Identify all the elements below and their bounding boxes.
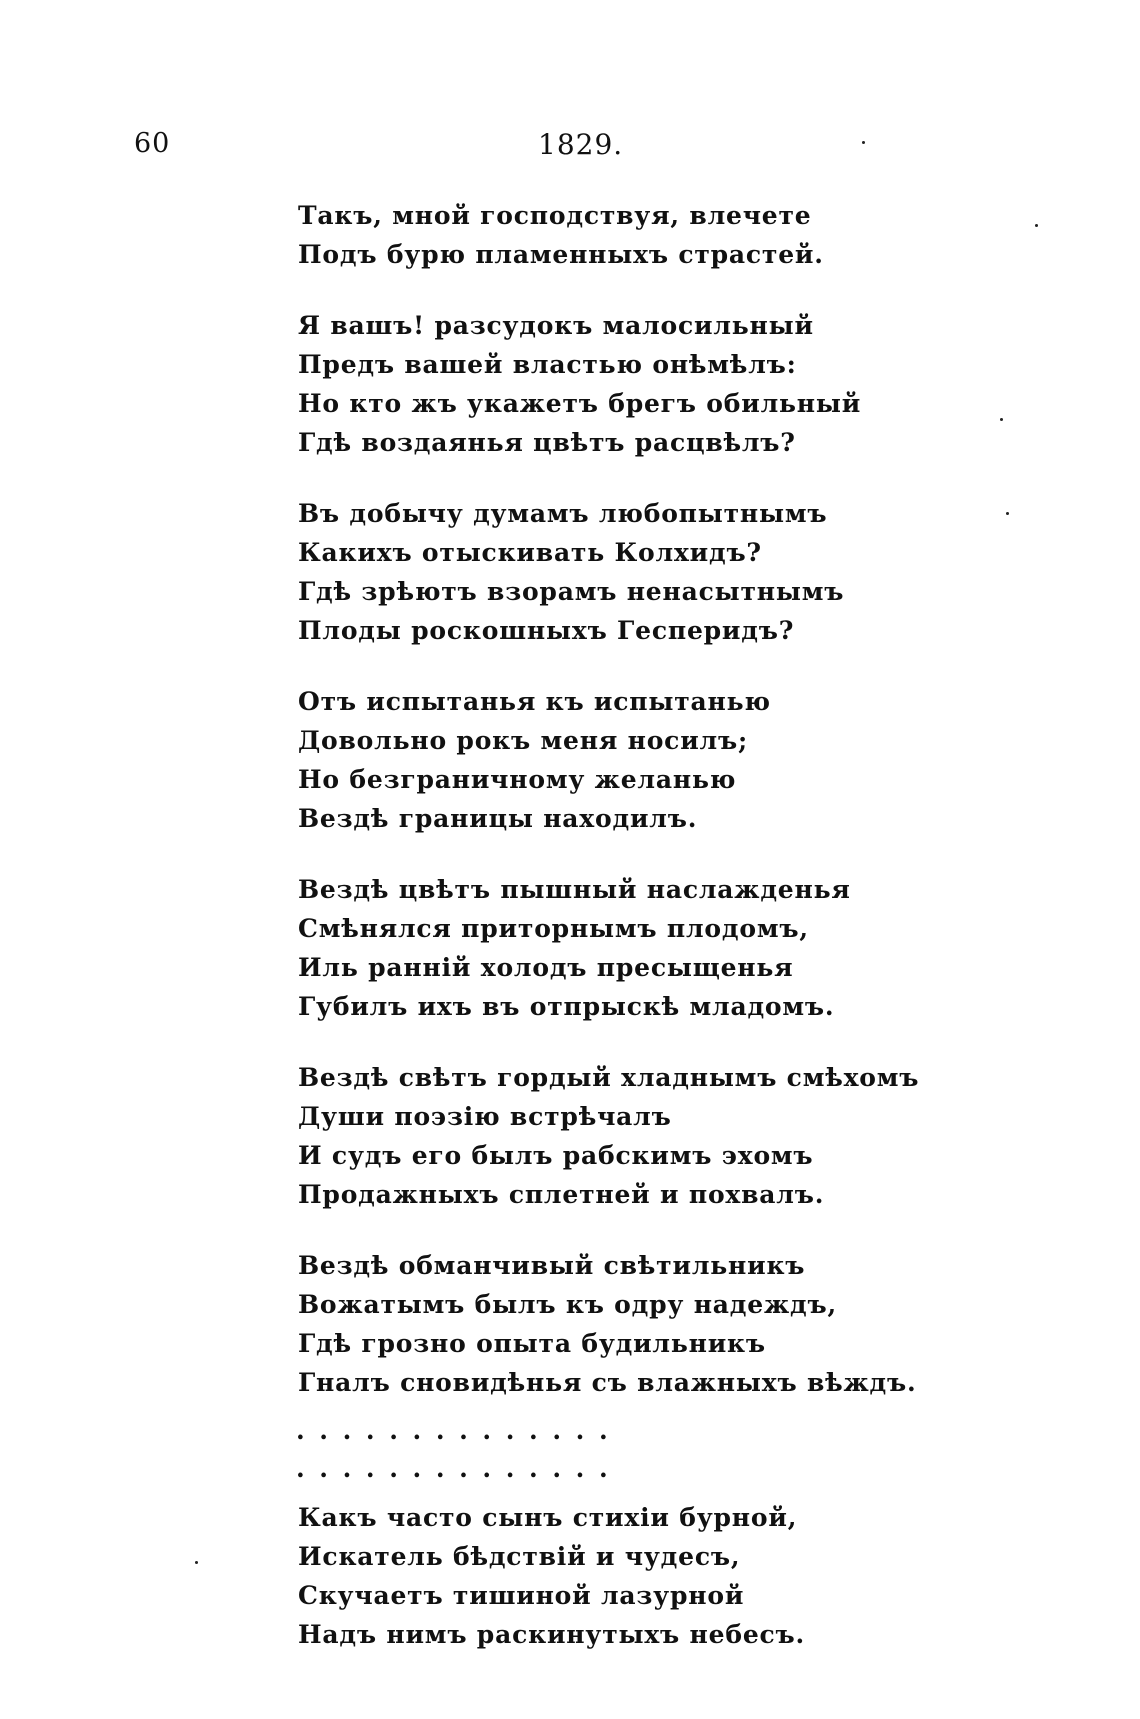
stanza-7: [298, 1246, 1058, 1402]
page-number: 60: [134, 128, 171, 159]
scan-speck: [1035, 224, 1038, 227]
poem-body: [298, 196, 1058, 1686]
poem-line: Иль раннiй холодъ пресыщенья: [298, 953, 794, 982]
poem-line: Гналъ сновидѣнья съ влажныхъ вѣждъ.: [298, 1368, 917, 1397]
stanza-1: [298, 196, 1058, 274]
poem-line: Гдѣ воздаянья цвѣтъ расцвѣлъ?: [298, 428, 796, 457]
scan-speck: [1000, 418, 1003, 421]
scan-speck: [1006, 512, 1009, 515]
poem-line: Искатель бѣдствiй и чудесъ,: [298, 1542, 741, 1571]
poem-line: Гдѣ зрѣютъ взорамъ ненасытнымъ: [298, 577, 845, 606]
poem-line: Отъ испытанья къ испытанью: [298, 687, 771, 716]
stanza-4: [298, 682, 1058, 838]
poem-line: Вожатымъ былъ къ одру надеждъ,: [298, 1290, 837, 1319]
poem-line: Вездѣ границы находилъ.: [298, 804, 698, 833]
omission-dots: [298, 1412, 1058, 1488]
poem-line: Губилъ ихъ въ отпрыскѣ младомъ.: [298, 992, 835, 1021]
poem-line: Но кто жъ укажетъ брегъ обильный: [298, 389, 862, 418]
poem-line: Плоды роскошныхъ Гесперидъ?: [298, 616, 795, 645]
scan-speck: [862, 141, 865, 144]
poem-line: Подъ бурю пламенныхъ страстей.: [298, 240, 824, 269]
poem-line: Продажныхъ сплетней и похвалъ.: [298, 1180, 825, 1209]
dots-line: ..............: [296, 1454, 623, 1483]
poem-line: Въ добычу думамъ любопытнымъ: [298, 499, 828, 528]
poem-line: Гдѣ грозно опыта будильникъ: [298, 1329, 766, 1358]
stanza-8: [298, 1498, 1058, 1654]
stanza-3: [298, 494, 1058, 650]
poem-line: Предъ вашей властью онѣмѣлъ:: [298, 350, 797, 379]
poem-line: Довольно рокъ меня носилъ;: [298, 726, 748, 755]
stanza-6: [298, 1058, 1058, 1214]
stanza-5: [298, 870, 1058, 1026]
poem-line: Вездѣ свѣтъ гордый хладнымъ смѣхомъ: [298, 1063, 920, 1092]
poem-line: Я вашъ! разсудокъ малосильный: [298, 311, 814, 340]
poem-line: Вездѣ цвѣтъ пышный наслажденья: [298, 875, 851, 904]
page-year-header: 1829.: [538, 128, 624, 161]
poem-line: Смѣнялся приторнымъ плодомъ,: [298, 914, 809, 943]
stanza-2: [298, 306, 1058, 462]
poem-line: Но безграничному желанью: [298, 765, 737, 794]
poem-line: Какъ часто сынъ стихiи бурной,: [298, 1503, 798, 1532]
poem-line: Такъ, мной господствуя, влечете: [298, 201, 812, 230]
poem-line: Вездѣ обманчивый свѣтильникъ: [298, 1251, 806, 1280]
poem-line: Души поэзiю встрѣчалъ: [298, 1102, 672, 1131]
poem-line: И судъ его былъ рабскимъ эхомъ: [298, 1141, 814, 1170]
poem-line: Надъ нимъ раскинутыхъ небесъ.: [298, 1620, 806, 1649]
poem-line: Скучаетъ тишиной лазурной: [298, 1581, 745, 1610]
dots-line: ..............: [296, 1416, 623, 1445]
poem-line: Какихъ отыскивать Колхидъ?: [298, 538, 762, 567]
scan-speck: [195, 1561, 198, 1564]
